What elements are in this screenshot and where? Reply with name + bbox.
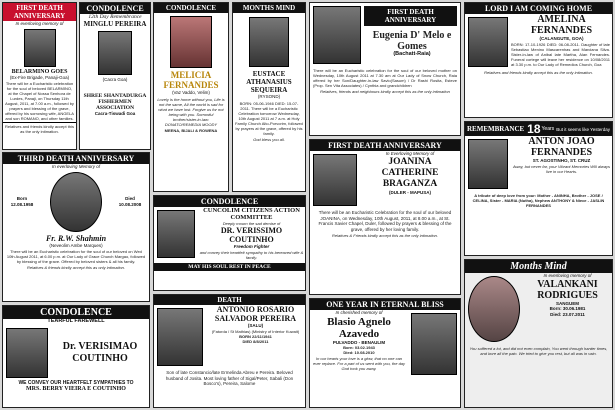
- ad-body: There will be an Eucharistic celebration for the soul of our beloved mother on Wednesday, 10th August 2011 at 7.30 am at Our Lady of Snow Church, Raia offered by her Son/Daughter-in-law Savio(Sasum) / Dr Rashi Rosita, Esteve (Prop. Sen Vita Associates) / Cynthia and grandchildren: [313, 68, 457, 88]
- died-date: Died: 23.07.2011: [550, 311, 585, 317]
- ad-sub: TEARFUL FAREWELL: [47, 318, 105, 324]
- ad-sub: In everloving Memory of: [51, 164, 101, 169]
- ad-body: Lovely is the home without you, Life is not the same, All the world is sad for what we have lost. Forgive us for not being with you. Sorrowful brother/sister-in-law: DONATO/REMEDIA MOODY: [157, 96, 225, 127]
- ad-header: CONDOLENCE: [80, 3, 150, 14]
- deceased-name: AMELINA FERNANDES: [530, 14, 593, 36]
- portrait-photo: [50, 172, 102, 232]
- ad-footer: God bless you all.: [253, 136, 285, 142]
- born-date: Born: 03.02.1943: [343, 345, 375, 350]
- ad-footer: A tribute of deep love from your: Mother - ANINHA, Brother - JOSE / CELINA, Sister - MARIA (Nutha), Nephew ANTHONY & Niece - JASLIN FERNANDES: [472, 193, 605, 208]
- ad-minglu: [79, 2, 151, 150]
- ad-sub: (Fatorda / St Mathias) (Ministry of Interior Kuwait): [211, 328, 300, 334]
- ad-header: LORD I AM COMING HOME: [465, 3, 612, 14]
- deceased-name: BELARMINO GOES: [11, 68, 68, 75]
- born-date: BORN 22/11/1941: [239, 333, 272, 339]
- ad-header: FIRST DEATH ANNIVERSARY: [364, 6, 457, 26]
- portrait-photo: [468, 276, 520, 342]
- ad-footer: Relatives, friends and neighbours kindly accept this as the only intimation: [320, 89, 450, 94]
- ad-footer: Relatives and friends kindly accept this as the only intimation.: [484, 70, 593, 75]
- ad-sub: In Everloving Memory of: [385, 151, 435, 156]
- deceased-name: MINGLU PEREIRA: [83, 20, 147, 28]
- deceased-detail: (SALU): [247, 323, 264, 328]
- deceased-detail: (CALANGUTE, GOA): [539, 36, 584, 41]
- ad-footer: Relatives & Friends kindly accept this as the only intimation.: [331, 233, 439, 238]
- ad-body: and convey their heartfelt sympathy to his bereaved wife & family.: [199, 249, 304, 260]
- ad-header: FIRST DEATH ANNIVERSARY: [3, 3, 76, 21]
- portrait-photo: [157, 308, 203, 366]
- portrait-photo: [6, 328, 48, 378]
- deceased-detail: (Bachatt-Raia): [393, 51, 431, 57]
- ad-body: There will be an Eucharistic Celebration for the soul of our beloved JOANINA, on Wednesday, 10th August, 2011, at 8.00 a.m., at St. Francis Xavier Chapel, Duler, followed by prayers & blessing of the grave, offered by her loving family.: [318, 210, 452, 232]
- ad-joanina: [309, 139, 461, 295]
- deceased-name: VALANKANI RODRIGUES: [537, 278, 598, 301]
- ad-melicia: [153, 2, 229, 192]
- ad-header: Months Mind: [465, 260, 612, 273]
- deceased-detail: (Vaz Vaddo, Velim): [172, 90, 210, 95]
- portrait-photo: [468, 139, 508, 189]
- ad-anton: [464, 121, 613, 256]
- deceased-detail: (Cacra Goa): [102, 77, 128, 82]
- ad-body: Son of late Constancio/late Ermelinda Abreu e Pereira. Beloved husband of Josita. Most loving father of Sigal/Peter, Sabali (Don Bosco's), Pereira, Salome: [165, 370, 294, 386]
- deceased-name: EUSTACE ATHANASIUS SEQUEIRA: [246, 70, 292, 94]
- ad-antonio: [153, 294, 306, 408]
- deceased-detail: (Ex-Fire Brigade, Panaji-Goa): [9, 74, 70, 80]
- deceased-detail: (Neveolim Ambe Marques): [49, 242, 103, 248]
- ad-header: CONDOLENCE: [3, 306, 149, 319]
- deceased-detail: (DULER - MAPUSA): [389, 189, 431, 195]
- died-date: Died 10.08.2008: [118, 196, 142, 207]
- died-date: DIED 8/8/2011: [242, 338, 269, 344]
- ad-body: SHREE SHANTADURGA FISHERMEN ASSOCIATION: [83, 92, 147, 111]
- portrait-photo: [249, 17, 289, 67]
- ad-sub: In cherished memory of: [335, 310, 383, 315]
- ad-belarmino: [2, 2, 77, 150]
- ad-body: Away, but never far, your Vibrant Memories Will always live in our Hearts.: [512, 163, 611, 174]
- ad-sub: In everloving memory of: [543, 273, 592, 278]
- ad-header: FIRST DEATH ANNIVERSARY: [310, 140, 460, 151]
- ad-header: ONE YEAR IN ETERNAL BLISS: [310, 299, 460, 310]
- ad-header: CONDOLENCE: [154, 3, 228, 13]
- ad-header: REMEMBRANCE: [467, 125, 525, 133]
- ad-footer: MAY HIS SOUL REST IN PEACE: [154, 263, 305, 271]
- ad-eustace: [232, 2, 306, 192]
- portrait-photo: [313, 154, 357, 206]
- deceased-detail: PULVADDO - BENAULIM: [332, 339, 386, 345]
- ad-footer: Relatives & friends kindly accept this as only intimation.: [26, 265, 126, 270]
- deceased-name: ANTONIO ROSARIO SALVADOR PEREIRA: [214, 305, 297, 323]
- portrait-photo: [313, 6, 361, 64]
- deceased-detail: (RYSOND): [257, 94, 281, 99]
- ad-sub: Deeply mourn the sad demise of: [222, 221, 281, 226]
- years-count: 18: [527, 122, 541, 136]
- ad-cuncolim: [153, 195, 306, 291]
- portrait-photo: [157, 210, 195, 258]
- years-unit: Years: [541, 126, 555, 132]
- deceased-detail: Freedom Fighter: [233, 244, 270, 249]
- deceased-name: Blasio Agnelo Azavedo: [327, 315, 391, 340]
- ad-footer: MEENA, BIJALI & ROWENA: [164, 127, 218, 133]
- ad-sub: 12th Day Remembrance: [88, 14, 142, 20]
- org-name: CUNCOLIM CITIZENS ACTION COMMITTEE: [203, 207, 300, 221]
- deceased-name: MELICIA FERNANDES: [163, 70, 219, 90]
- ad-body: WE CONVEY OUR HEARTFELT SYMPATHIES TO: [18, 379, 134, 386]
- deceased-name: Dr. VERISIMAO COUTINHO: [62, 340, 138, 364]
- deceased-name: JOANINA CATHERINE BRAGANZA: [381, 156, 439, 189]
- ad-header: CONDOLENCE: [154, 196, 305, 207]
- ad-tearful: [2, 305, 150, 408]
- portrait-photo: [411, 313, 457, 375]
- ad-eugenia: [309, 2, 461, 136]
- ad-body: BORN: 05-06-1946 DIED: 15-07-2011. There will be a Eucharistic Celebration tomorrow Wednesday, 10th August 2011 at 7 a.m. at Holy Family Church Alto-Porvorim, followed by prayers at the grave, offered by his family.: [235, 100, 303, 136]
- born-date: Born: 30.06.1981: [549, 306, 586, 311]
- ad-sub: In everloving memory of: [15, 21, 64, 26]
- born-date: Born 12.08.1958: [10, 196, 34, 207]
- ad-amelina: [464, 2, 613, 118]
- ad-header: THIRD DEATH ANNIVERSARY: [3, 153, 149, 164]
- ad-third-anniversary: [2, 152, 150, 302]
- ad-body: There will be a Eucharistic celebration for the soul of beloved BELARMINO, at the Chapel of Nossa Senhora de Lurdes, Panaji, on Thursday 11th August, 2011, at 7.00 a.m., followed by prayers and blessing of the grave, offered by his sorrowing wife, ANGELA and son ROMANO, and other families.: [5, 81, 74, 121]
- ad-body: You suffered a lot, and did not even complain, You went through harder times, and bore all the pain. We tried to give you rest, but all was in vain.: [469, 346, 608, 356]
- deceased-detail: ST. AGOSTINHO, ST. CRUZ: [532, 158, 591, 163]
- died-date: Died: 10.08.2010: [343, 350, 375, 355]
- ad-footer: Relatives and friends kindly accept this as the only intimation.: [3, 122, 76, 135]
- deceased-detail: SANGUEM: [555, 300, 579, 306]
- deceased-name: ANTON JOAO FERNANDES: [528, 136, 595, 158]
- portrait-photo: [98, 31, 132, 75]
- ad-footer: MRS. BERRY VIEIRA E COUTINHO: [26, 386, 126, 392]
- deceased-name: Eugenia D' Melo e Gomes: [372, 30, 452, 52]
- ad-body: There will be an Eucharistic celebration for the soul of our beloved on Wed 10th August 2011, at 6.00 p.m. at Our Lady of Grace Church Margao, followed by blessing of the grave. Offered by beloved sisters & all his family.: [6, 249, 146, 264]
- ad-blasio: [309, 298, 461, 408]
- deceased-name: Fr. R.W. Shahmin: [45, 233, 107, 243]
- ad-body: In our hearts your love is a glow, that no one can ever replace. For a part of us went with you, the day God took you away.: [312, 356, 406, 371]
- portrait-photo: [170, 16, 212, 68]
- ad-quote: But it seems like Yesterday: [556, 126, 610, 132]
- ad-header: MONTHS MIND: [233, 3, 305, 13]
- ad-header: DEATH: [154, 295, 305, 305]
- portrait-photo: [468, 17, 508, 67]
- ad-body: BORN: 17-10-1926 DIED: 06-08-2011. Daughter of late Sebastiao Menino Mascarenhas and Marciana Silva. Sister-in-law of Anibal late Martha, Alan Fernandes. Funeral cortege will leave her residence on 10/08/2011 at 3.30 p.m. to Our Lady of Remedios Church, Goa: [511, 41, 610, 67]
- portrait-photo: [24, 29, 56, 67]
- deceased-name: DR. VERISSIMO COUTINHO: [220, 226, 283, 244]
- ad-valankani: [464, 259, 613, 408]
- ad-footer: Cacra-Tiswadi Goa: [94, 110, 136, 116]
